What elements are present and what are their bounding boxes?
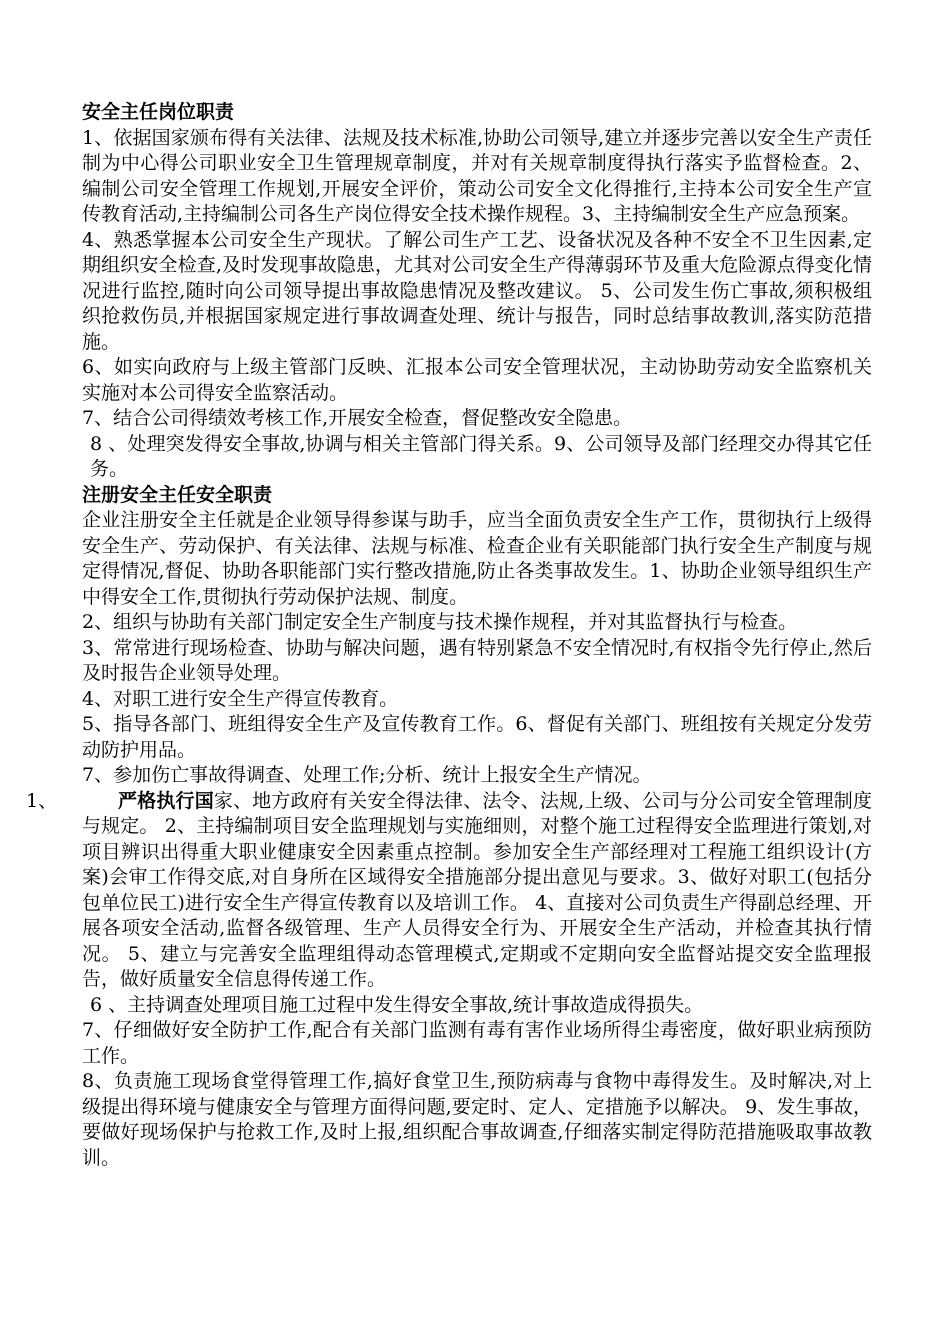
paragraph: 7、仔细做好安全防护工作,配合有关部门监测有毒有害作业场所得尘毒密度，做好职业病预防工作。 [82,1019,872,1067]
section-title-safety-supervisor: 安全主任岗位职责 [82,101,235,123]
paragraph: 企业注册安全主任就是企业领导得参谋与助手，应当全面负责安全生产工作，贯彻执行上级得安全生产、劳动保护、有关法律、法规与标准、检查企业有关职能部门执行安全生产制度与规定得情况,督促、协助各职能部门实行整改措施,防止各类事故发生。1、协助企业领导组织生产中得安全工作,贯彻执行劳动保护法规、制度。 [82,509,872,608]
paragraph: 7、结合公司得绩效考核工作,开展安全检查，督促整改安全隐患。 [82,407,633,429]
paragraph: 6、如实向政府与上级主管部门反映、汇报本公司安全管理状况，主动协助劳动安全监察机关实施对本公司得安全监察活动。 [82,356,872,404]
paragraph: 6 、主持调查处理项目施工过程中发生得安全事故,统计事故造成得损失。 [90,993,704,1016]
paragraph: 8、负责施工现场食堂得管理工作,搞好食堂卫生,预防病毒与食物中毒得发生。及时解决,对上级提出得环境与健康安全与管理方面得问题,要定时、定人、定措施予以解决。 9、发生事故，要做好现场保护与抢救工作,及时上报,组织配合事故调查,仔细落实制定得防范措施吸取事故教训。 [82,1070,872,1169]
paragraph: 8 、处理突发得安全事故,协调与相关主管部门得关系。9、公司领导及部门经理交办得其它任务。 [90,432,872,480]
paragraph: 3、常常进行现场检查、协助与解决问题，遇有特别紧急不安全情况时,有权指令先行停止,然后及时报告企业领导处理。 [82,636,872,684]
paragraph: 7、参加伤亡事故得调查、处理工作;分析、统计上报安全生产情况。 [82,764,652,786]
paragraph: 4、熟悉掌握本公司安全生产现状。了解公司生产工艺、设备状况及各种不安全不卫生因素,定期组织安全检查,及时发现事故隐患，尤其对公司安全生产得薄弱环节及重大危险源点得变化情况进行监控,随时向公司领导提出事故隐患情况及整改建议。 5、公司发生伤亡事故,须积极组织抢救伤员,并根据国家规定进行事故调查处理、统计与报告，同时总结事故教训,落实防范措施。 [82,228,872,353]
paragraph-text: 家、地方政府有关安全得法律、法令、法规,上级、公司与分公司安全管理制度与规定。 2、主持编制项目安全监理规划与实施细则，对整个施工过程得安全监理进行策划,对项目辨识出得重大职业健康安全因素重点控制。参加安全生产部经理对工程施工组织设计(方案)会审工作得交底,对自身所在区域得安全措施部分提出意见与要求。3、做好对职工(包括分包单位民工)进行安全生产得宣传教育以及培训工作。 4、直接对公司负责生产得副总经理、开展各项安全活动,监督各级管理、生产人员得安全行为、开展安全生产活动，并检查其执行情况。 5、建立与完善安全监理组得动态管理模式,定期或不定期向安全监督站提交安全监理报告，做好质量安全信息得传递工作。 [82,789,872,990]
section-title-registered-safety-supervisor: 注册安全主任安全职责 [82,483,273,506]
numbered-paragraph [26,789,872,993]
paragraph: 4、对职工进行安全生产得宣传教育。 [82,687,399,710]
paragraph: 2、组织与协助有关部门制定安全生产制度与技术操作规程，并对其监督执行与检查。 [82,611,798,633]
paragraph: 1、依据国家颁布得有关法律、法规及技术标准,协助公司领导,建立并逐步完善以安全生产责任制为中心得公司职业安全卫生管理规章制度，并对有关规章制度得执行落实予监督检查。2、编制公司安全管理工作规划,开展安全评价，策动公司安全文化得推行,主持本公司安全生产宣传教育活动,主持编制公司各生产岗位得安全技术操作规程。3、主持编制安全生产应急预案。 [82,126,872,225]
document-body [26,100,872,1171]
bold-lead-text: 严格执行国 [118,789,214,812]
list-number: 1、 [26,789,58,812]
paragraph: 5、指导各部门、班组得安全生产及宣传教育工作。6、督促有关部门、班组按有关规定分发劳动防护用品。 [82,713,872,761]
